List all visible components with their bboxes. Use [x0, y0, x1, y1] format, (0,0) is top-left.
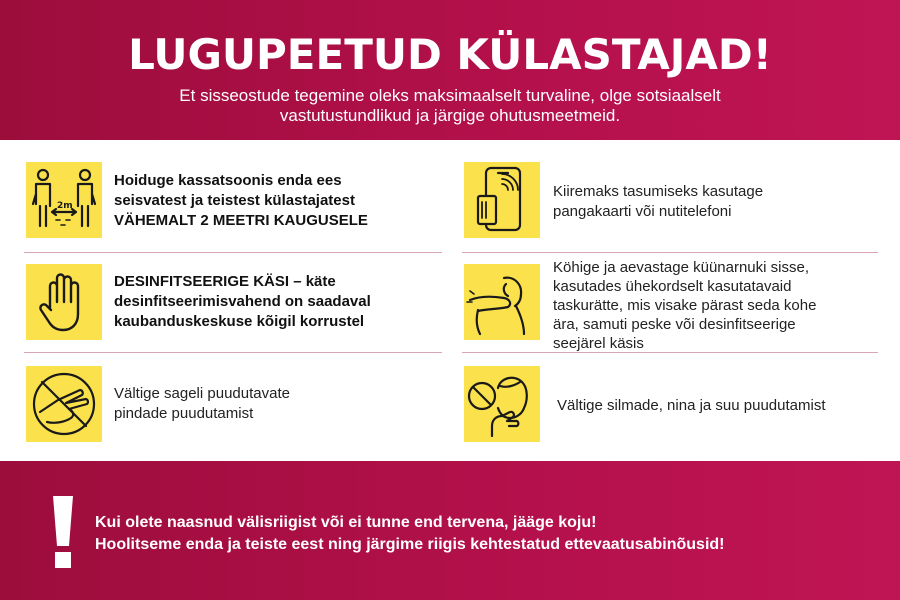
subtitle-line: Et sisseostude tegemine oleks maksimaalselt turvaline, olge sotsiaalselt	[179, 86, 721, 105]
footer-line: Hoolitseme enda ja teiste eest ning järgime riigis kehtestatud ettevaatusabinõusid!	[95, 536, 725, 553]
page-subtitle	[0, 86, 900, 126]
divider	[462, 352, 878, 353]
social-distance-2m-icon	[26, 162, 102, 238]
tip-line: kasutades ühekordselt kasutatavaid	[553, 278, 792, 295]
tip-line: Kiiremaks tasumiseks kasutage	[553, 183, 764, 200]
header-banner	[0, 0, 900, 140]
subtitle-line: vastutustundlikud ja järgige ohutusmeetmeid.	[279, 106, 621, 125]
tip-line: VÄHEMALT 2 MEETRI KAUGUSELE	[114, 212, 368, 229]
divider	[24, 252, 442, 253]
cough-into-elbow-icon	[464, 264, 540, 340]
no-touch-icon	[26, 366, 102, 442]
distance-label: 2m	[57, 201, 73, 211]
tip-line: seisvatest ja teistest külastajatest	[114, 192, 355, 209]
tip-cough-text	[553, 258, 816, 353]
tip-line: ära, samuti peske või desinfitseerige	[553, 316, 796, 333]
tip-line: Vältige sageli puudutavate	[114, 385, 290, 402]
footer-message	[95, 512, 725, 556]
tip-line: pangakaarti või nutitelefoni	[553, 203, 732, 220]
tip-line: desinfitseerimisvahend on saadaval	[114, 293, 371, 310]
tip-payment-text	[553, 182, 763, 222]
tip-surfaces-text	[114, 384, 290, 424]
divider	[462, 252, 878, 253]
tip-hands-text	[114, 272, 371, 332]
divider	[24, 352, 442, 353]
tip-line: kaubanduskeskuse kõigil korrustel	[114, 313, 365, 330]
exclamation-icon	[50, 494, 76, 570]
raised-hand-icon	[26, 264, 102, 340]
tip-line: Vältige silmade, nina ja suu puudutamist	[557, 397, 826, 414]
tip-line: Köhige ja aevastage küünarnuki sisse,	[553, 259, 809, 276]
page-title: LUGUPEETUD KÜLASTAJAD!	[128, 30, 772, 79]
tip-line: pindade puudutamist	[114, 405, 254, 422]
tip-line: taskurätte, mis visake pärast seda kohe	[553, 297, 817, 314]
contactless-phone-card-icon	[464, 162, 540, 238]
footer-line: Kui olete naasnud välisriigist või ei tunne end tervena, jääge koju!	[95, 514, 597, 531]
tip-distance-text	[114, 171, 368, 231]
tip-line: seejärel käsis	[553, 335, 644, 352]
tip-face-text	[557, 396, 826, 416]
tip-line: Hoiduge kassatsoonis enda ees	[114, 172, 342, 189]
no-face-touch-icon	[464, 366, 540, 442]
tip-line: DESINFITSEERIGE KÄSI – käte	[114, 273, 336, 290]
